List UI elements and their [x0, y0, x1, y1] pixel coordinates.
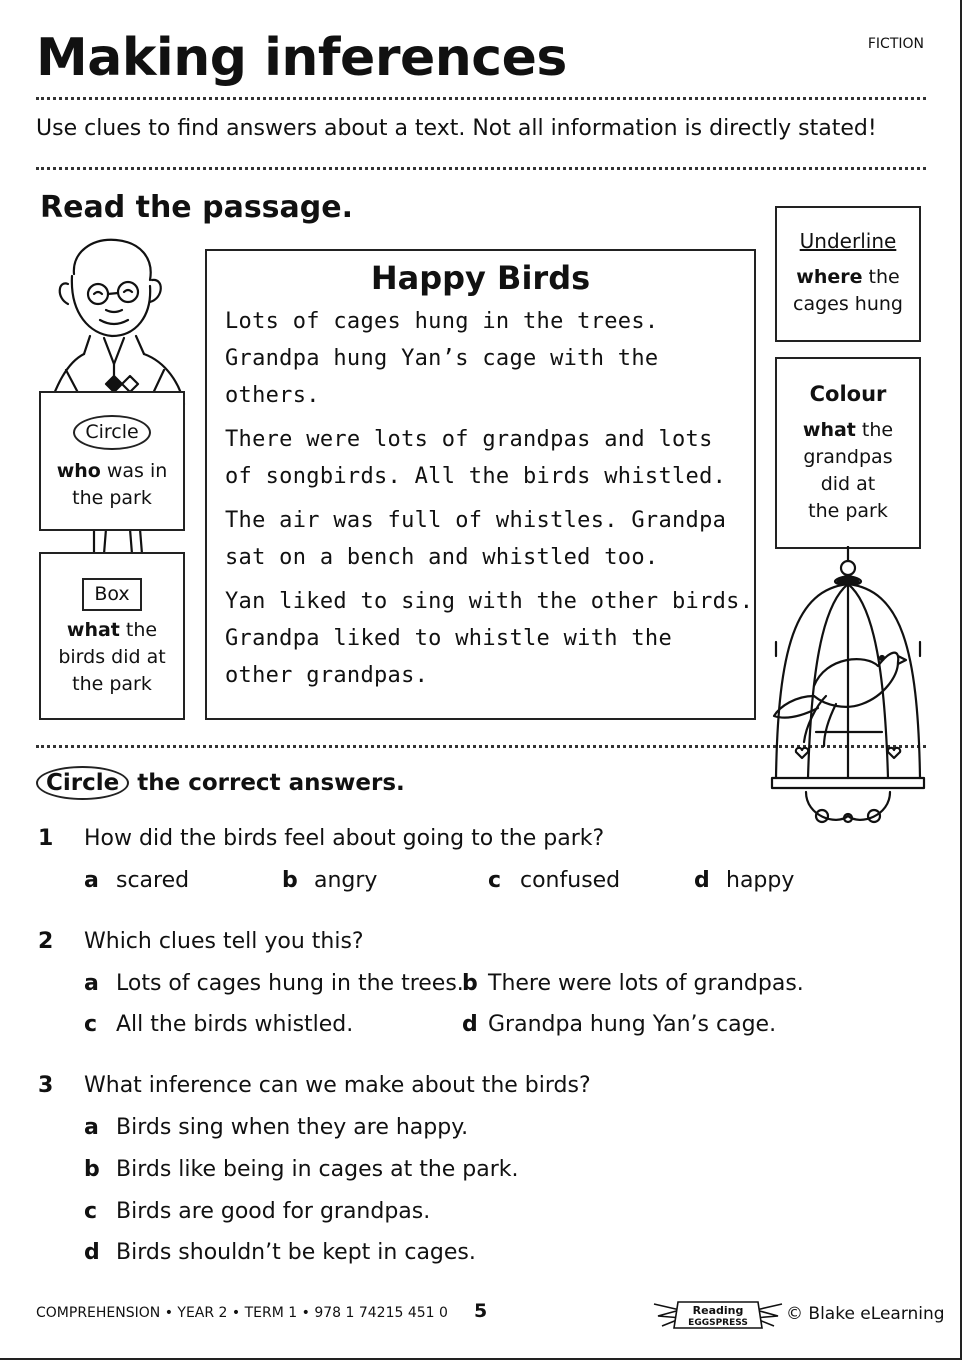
box-tag: Box: [82, 578, 141, 611]
answer-option[interactable]: [84, 1115, 468, 1140]
passage-line: of songbirds. All the birds whistled.: [225, 464, 727, 489]
circle-rest1: was in: [100, 460, 168, 482]
passage-paragraph: [225, 583, 754, 694]
colour-rest3: did at: [820, 473, 876, 495]
option-text: Lots of cages hung in the trees.: [116, 971, 464, 996]
questions-heading-rest: the correct answers.: [129, 770, 405, 796]
answer-option[interactable]: [84, 1199, 430, 1224]
colour-rest4: the park: [808, 500, 888, 522]
option-text: All the birds whistled.: [116, 1012, 354, 1037]
passage-line: others.: [225, 383, 320, 408]
option-letter: c: [488, 868, 502, 893]
answer-option[interactable]: [462, 1012, 776, 1037]
question-text: How did the birds feel about going to the park?: [84, 826, 605, 851]
passage-paragraph: [225, 303, 754, 414]
option-letter: d: [84, 1240, 100, 1265]
intro-text: Use clues to find answers about a text. Not all information is directly stated!: [36, 116, 877, 141]
answer-option[interactable]: [84, 1012, 353, 1037]
option-letter: c: [84, 1199, 98, 1224]
question-number: 3: [38, 1073, 54, 1098]
option-letter: a: [84, 868, 99, 893]
passage-line: Yan liked to sing with the other birds.: [225, 589, 754, 614]
option-text: scared: [116, 868, 190, 893]
option-text: Birds sing when they are happy.: [116, 1115, 469, 1140]
answer-option[interactable]: [462, 971, 804, 996]
passage-body: [207, 303, 754, 694]
birdcage-illustration: [766, 546, 930, 836]
circle-instruction-box: [39, 391, 185, 531]
page-title: Making inferences: [36, 28, 567, 88]
passage-line: There were lots of grandpas and lots: [225, 427, 713, 452]
option-text: confused: [520, 868, 621, 893]
option-text: Birds shouldn’t be kept in cages.: [116, 1240, 476, 1265]
option-letter: b: [282, 868, 298, 893]
underline-instruction-box: [775, 206, 921, 342]
colour-rest1: the: [855, 419, 894, 441]
question-number: 1: [38, 826, 54, 851]
colour-instruction-box: [775, 357, 921, 549]
box-rest2: birds did at: [58, 646, 166, 668]
svg-text:EGGSPRESS: EGGSPRESS: [688, 1318, 748, 1328]
passage-line: Grandpa liked to whistle with the: [225, 626, 672, 651]
option-letter: a: [84, 971, 99, 996]
option-text: Birds are good for grandpas.: [116, 1199, 431, 1224]
footer-book-info: COMPREHENSION • YEAR 2 • TERM 1 • 978 1 74215 451 0: [36, 1305, 448, 1321]
questions-heading: [36, 766, 405, 800]
underline-rest1: the: [862, 266, 900, 288]
colour-bold: what: [802, 419, 856, 441]
circle-word: Circle: [36, 766, 129, 800]
option-text: Birds like being in cages at the park.: [116, 1157, 519, 1182]
box-instruction-box: [39, 552, 185, 720]
question-number: 2: [38, 929, 54, 954]
answer-option[interactable]: [84, 1157, 519, 1182]
read-heading: Read the passage.: [40, 190, 353, 225]
passage-paragraph: [225, 421, 754, 495]
box-bold: what: [66, 619, 120, 641]
question-text: What inference can we make about the birds?: [84, 1073, 591, 1098]
passage-paragraph: [225, 502, 754, 576]
category-label: FICTION: [867, 36, 924, 52]
box-rest3: the park: [72, 673, 152, 695]
circle-rest2: the park: [72, 487, 152, 509]
option-text: Grandpa hung Yan’s cage.: [488, 1012, 777, 1037]
svg-text:Reading: Reading: [692, 1304, 744, 1317]
colour-rest2: grandpas: [803, 446, 893, 468]
dotted-divider: [36, 167, 926, 170]
circle-tag: Circle: [73, 415, 150, 450]
copyright: © Blake eLearning: [786, 1304, 945, 1324]
passage-line: Grandpa hung Yan’s cage with the: [225, 346, 659, 371]
reading-eggspress-logo: [650, 1296, 786, 1334]
option-letter: b: [462, 971, 478, 996]
answer-option[interactable]: [84, 1240, 476, 1265]
underline-tag: Underline: [799, 229, 897, 253]
option-letter: d: [462, 1012, 478, 1037]
answer-option[interactable]: [488, 868, 620, 893]
box-rest1: the: [119, 619, 158, 641]
passage-line: The air was full of whistles. Grandpa: [225, 508, 727, 533]
option-text: angry: [314, 868, 378, 893]
option-letter: a: [84, 1115, 99, 1140]
circle-bold: who: [56, 460, 101, 482]
underline-bold: where: [796, 266, 863, 288]
underline-rest2: cages hung: [793, 293, 903, 315]
answer-option[interactable]: [282, 868, 377, 893]
option-text: happy: [726, 868, 795, 893]
dotted-divider: [36, 97, 926, 100]
passage-line: other grandpas.: [225, 663, 429, 688]
answer-option[interactable]: [694, 868, 794, 893]
page-number: 5: [474, 1300, 488, 1322]
passage-line: sat on a bench and whistled too.: [225, 545, 659, 570]
passage-title: Happy Birds: [370, 259, 591, 297]
question-text: Which clues tell you this?: [84, 929, 364, 954]
option-letter: d: [694, 868, 710, 893]
option-letter: c: [84, 1012, 98, 1037]
option-text: There were lots of grandpas.: [488, 971, 804, 996]
option-letter: b: [84, 1157, 100, 1182]
answer-option[interactable]: [84, 868, 189, 893]
answer-option[interactable]: [84, 971, 464, 996]
passage-box: [205, 249, 756, 720]
passage-line: Lots of cages hung in the trees.: [225, 309, 659, 334]
colour-tag: Colour: [809, 382, 887, 406]
